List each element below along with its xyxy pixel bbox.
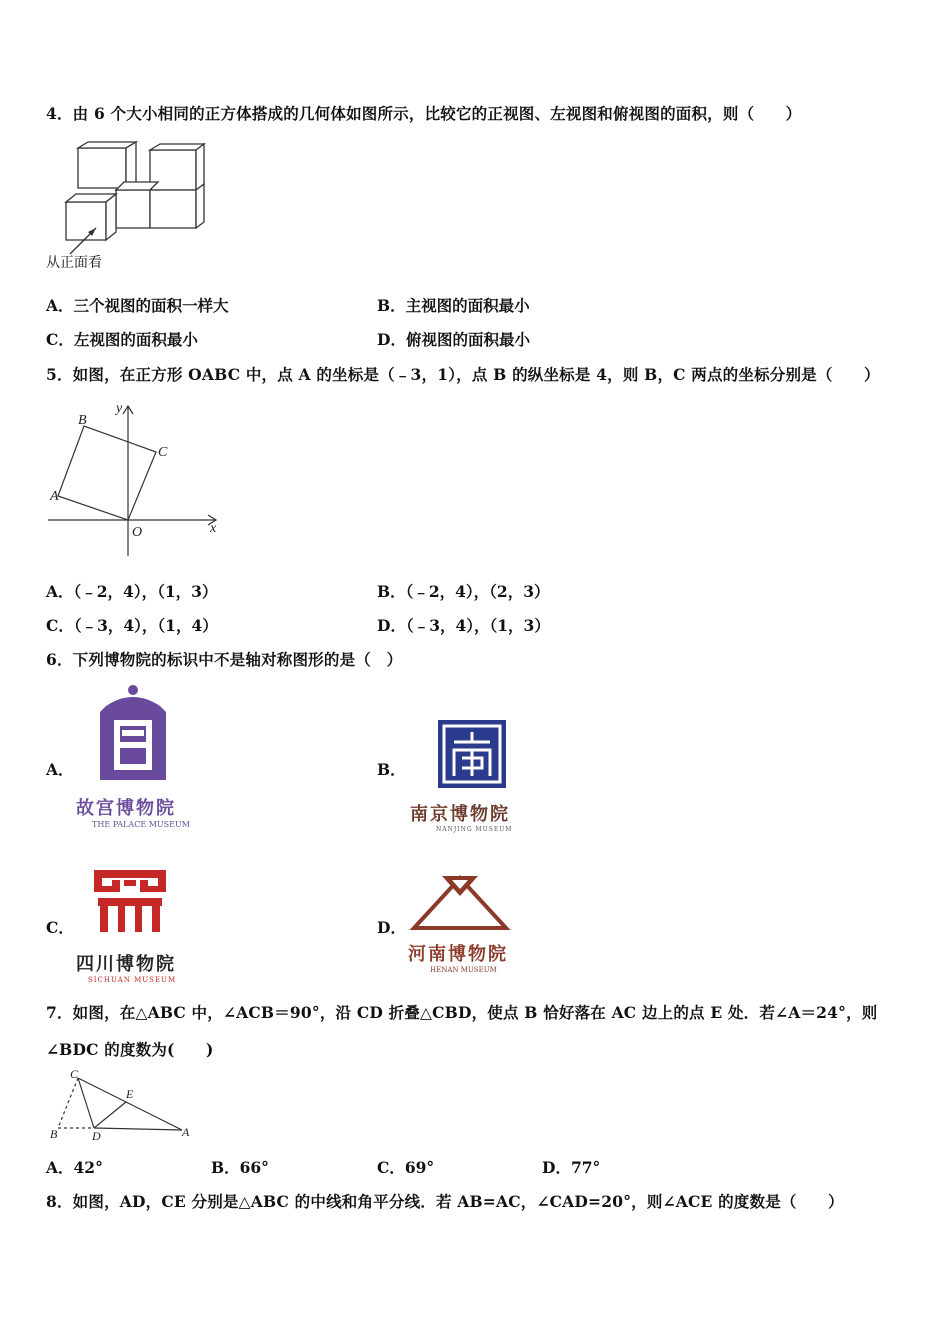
q5-option-a[interactable]: A．（﹣2，4），（1，3）	[46, 582, 218, 601]
q6-stem: 6．下列博物院的标识中不是轴对称图形的是（ ）	[46, 650, 403, 669]
q6-option-a[interactable]: A．	[46, 760, 74, 779]
q7-option-b[interactable]: B．66°	[211, 1158, 269, 1177]
q4-option-c[interactable]: C．左视图的面积最小	[46, 330, 198, 349]
q7-label-a: A	[182, 1125, 190, 1139]
q6-logo-c-subtitle: SICHUAN MUSEUM	[88, 976, 177, 984]
q7-option-a[interactable]: A．42°	[46, 1158, 103, 1177]
q6-logo-b-name: 南京博物院	[410, 804, 510, 825]
q6-logo-b	[410, 718, 540, 833]
q6-logo-d-name: 河南博物院	[408, 944, 508, 965]
q5-label-y: y	[116, 401, 123, 416]
q7-label-e: E	[126, 1087, 134, 1101]
q4-figure-label: 从正面看	[46, 255, 102, 271]
q6-logo-d	[408, 872, 538, 974]
q7-triangle-figure	[44, 1066, 194, 1148]
q7-option-c[interactable]: C．69°	[377, 1158, 435, 1177]
q5-label-x: x	[210, 521, 217, 536]
q6-logo-d-subtitle: HENAN MUSEUM	[430, 966, 497, 974]
q5-option-d[interactable]: D．（﹣3，4），（1，3）	[377, 616, 550, 635]
q5-label-a: A	[50, 489, 59, 504]
q4-option-a[interactable]: A．三个视图的面积一样大	[46, 296, 229, 315]
q7-label-b: B	[50, 1127, 58, 1141]
q7-option-d[interactable]: D．77°	[542, 1158, 601, 1177]
q6-logo-c-name: 四川博物院	[76, 954, 176, 975]
q5-label-c: C	[158, 445, 168, 460]
q5-stem: 5．如图，在正方形 OABC 中，点 A 的坐标是（﹣3，1），点 B 的纵坐标是 4，则 B，C 两点的坐标分别是（ ）	[46, 365, 880, 384]
q7-label-c: C	[70, 1067, 79, 1081]
q6-logo-a-name: 故宫博物院	[76, 798, 176, 819]
q8-stem: 8．如图，AD，CE 分别是△ABC 的中线和角平分线．若 AB=AC，∠CAD=20°，则∠ACE 的度数是（ ）	[46, 1192, 844, 1211]
q6-logo-a-subtitle: THE PALACE MUSEUM	[92, 820, 190, 829]
q7-stem-line2: ∠BDC 的度数为( )	[46, 1040, 214, 1059]
q5-option-c[interactable]: C．（﹣3，4），（1，4）	[46, 616, 218, 635]
q4-stem: 4．由 6 个大小相同的正方体搭成的几何体如图所示，比较它的正视图、左视图和俯视图的面积，则（ ）	[46, 104, 802, 123]
q6-option-d[interactable]: D．	[377, 918, 406, 937]
q4-option-d[interactable]: D．俯视图的面积最小	[377, 330, 530, 349]
q7-label-d: D	[92, 1129, 101, 1143]
q5-label-b: B	[78, 413, 87, 428]
q5-label-o: O	[132, 525, 143, 540]
q6-logo-a	[76, 684, 206, 829]
q6-logo-c	[76, 868, 206, 984]
q4-option-b[interactable]: B．主视图的面积最小	[377, 296, 530, 315]
q7-stem-line1: 7．如图，在△ABC 中，∠ACB＝90°，沿 CD 折叠△CBD，使点 B 恰好落在 AC 边上的点 E 处．若∠A＝24°，则	[46, 1003, 878, 1022]
q6-logo-b-subtitle: NANJING MUSEUM	[436, 826, 513, 833]
q6-option-c[interactable]: C．	[46, 918, 74, 937]
q5-option-b[interactable]: B．（﹣2，4），（2，3）	[377, 582, 550, 601]
q6-option-b[interactable]: B．	[377, 760, 406, 779]
q5-square-figure	[44, 398, 226, 564]
